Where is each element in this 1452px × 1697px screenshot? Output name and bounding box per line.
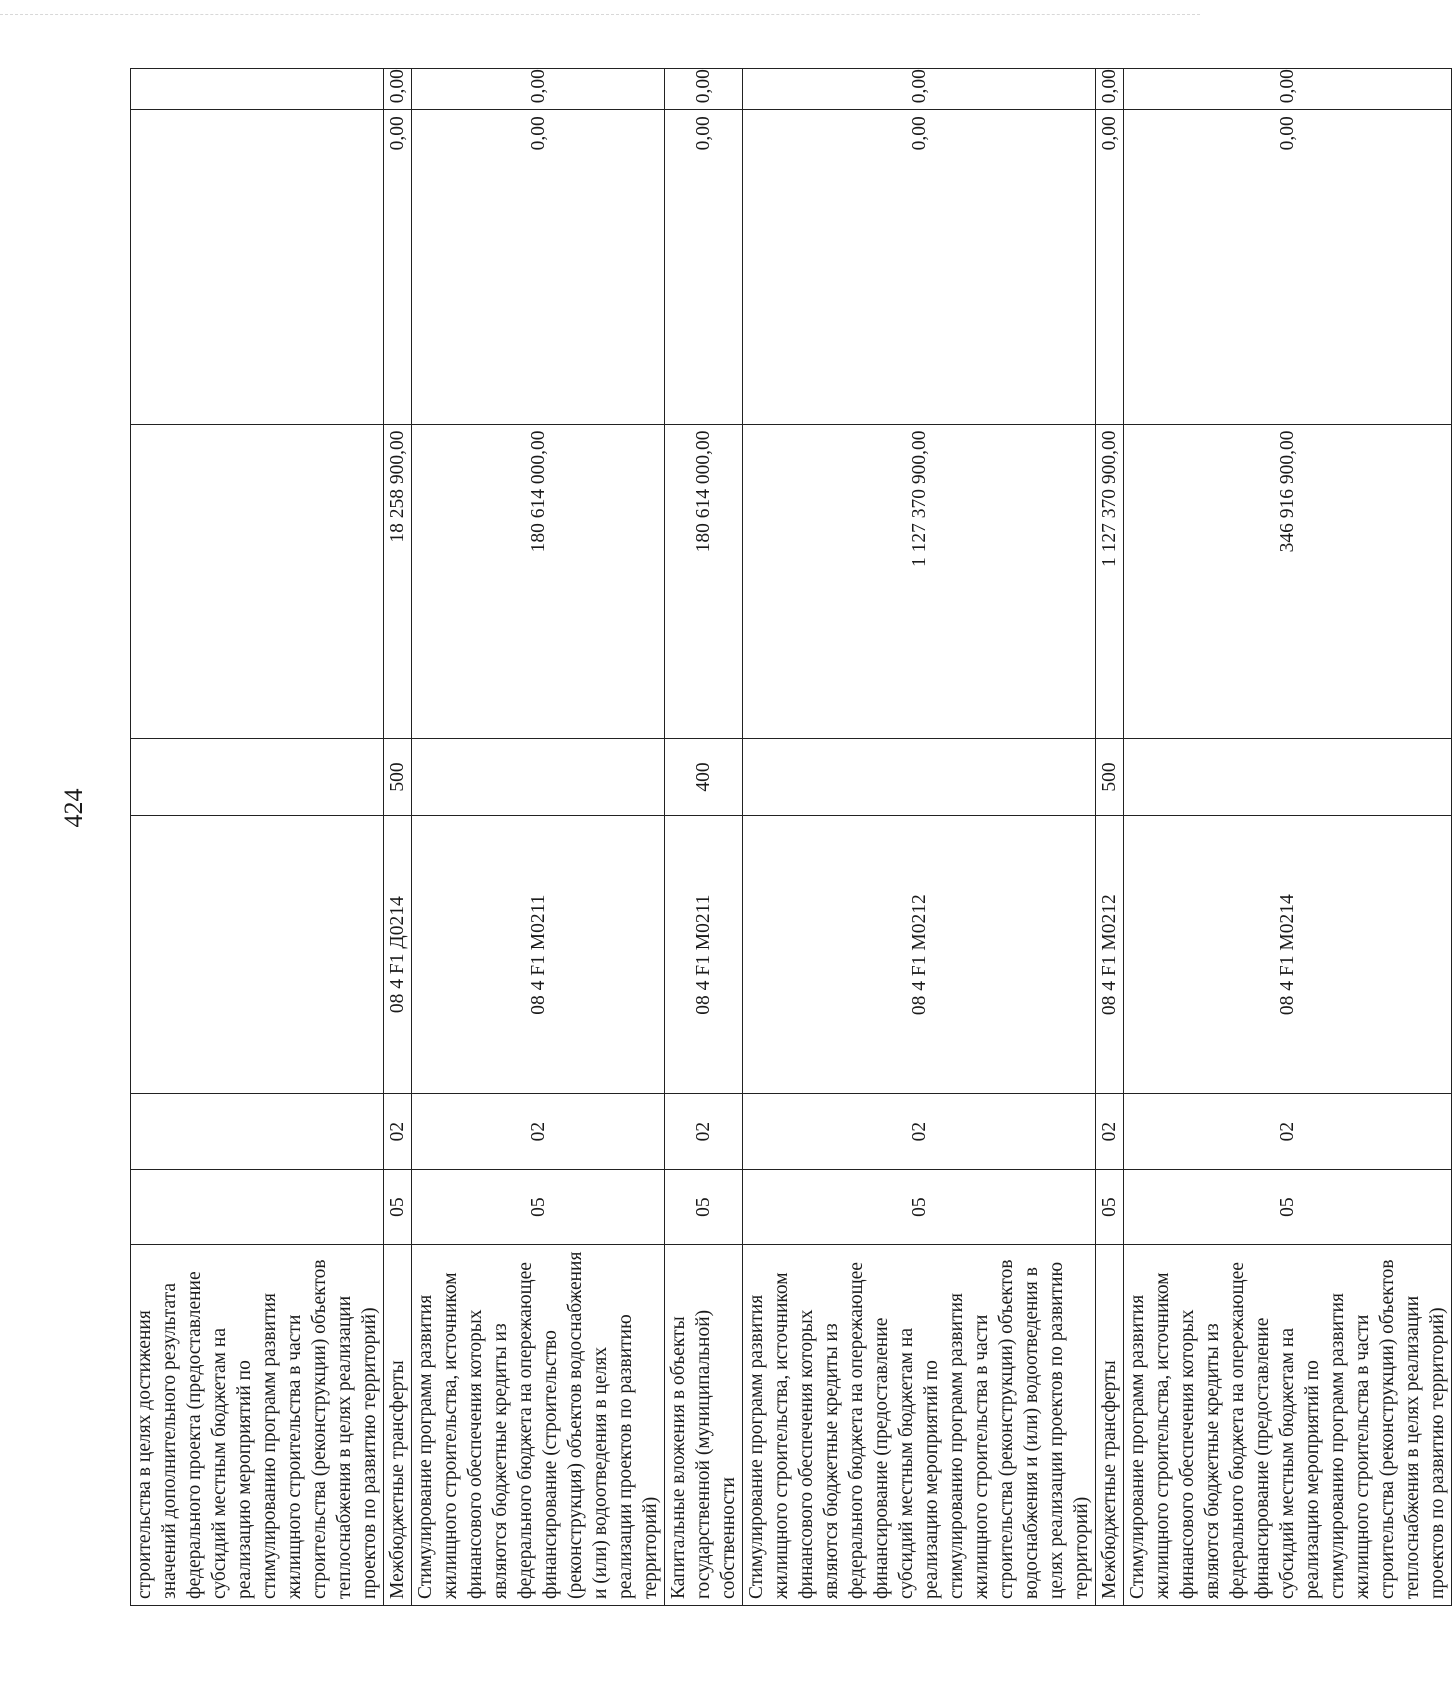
row-amount-1: 18 258 900,00 [384, 424, 412, 738]
rotated-table-container [130, 68, 1448, 1606]
table-row [665, 69, 743, 1606]
row-amount-1: 180 614 000,00 [665, 424, 743, 738]
row-amount-1 [131, 424, 384, 738]
row-amount-2: 0,00 [1096, 110, 1124, 424]
row-subsection [131, 1094, 384, 1170]
row-subsection: 02 [384, 1094, 412, 1170]
row-expense-type: 400 [665, 738, 743, 815]
row-amount-3: 0,00 [743, 69, 1096, 110]
table-row [412, 69, 665, 1606]
row-amount-3: 0,00 [665, 69, 743, 110]
table-row [384, 69, 412, 1606]
scan-top-edge [0, 0, 1200, 15]
table-row [743, 69, 1096, 1606]
row-expense-type [131, 738, 384, 815]
table-row [1124, 69, 1452, 1606]
row-target-article: 08 4 F1 Д0214 [384, 816, 412, 1094]
row-expense-type [412, 738, 665, 815]
row-expense-type: 500 [1096, 738, 1124, 815]
row-amount-2: 0,00 [1124, 110, 1452, 424]
row-section [131, 1169, 384, 1245]
row-amount-3: 0,00 [1124, 69, 1452, 110]
row-section: 05 [665, 1169, 743, 1245]
row-amount-1: 1 127 370 900,00 [1096, 424, 1124, 738]
row-description: Межбюджетные трансферты [384, 1245, 412, 1606]
row-section: 05 [1096, 1169, 1124, 1245]
row-section: 05 [1124, 1169, 1452, 1245]
row-amount-3: 0,00 [1096, 69, 1124, 110]
row-expense-type [743, 738, 1096, 815]
row-amount-3 [131, 69, 384, 110]
row-amount-1: 1 127 370 900,00 [743, 424, 1096, 738]
page-number: 424 [59, 788, 88, 828]
row-section: 05 [743, 1169, 1096, 1245]
row-amount-3: 0,00 [412, 69, 665, 110]
row-description: Межбюджетные трансферты [1096, 1245, 1124, 1606]
budget-table [130, 68, 1452, 1606]
row-target-article: 08 4 F1 M0212 [743, 816, 1096, 1094]
row-amount-3: 0,00 [384, 69, 412, 110]
row-section: 05 [384, 1169, 412, 1245]
row-section: 05 [412, 1169, 665, 1245]
row-description: Стимулирование программ развития жилищного строительства, источником финансового обеспечения которых являются бюджетные кредиты из федерального бюджета на опережающее финансирование (предоставление субсидий местным бюджетам на реализацию мероприятий по стимулированию программ развития жилищного строительства в части строительства (реконструкции) объектов теплоснабжения в целях реализации проектов по развитию территорий) [1124, 1245, 1452, 1606]
row-expense-type [1124, 738, 1452, 815]
row-subsection: 02 [412, 1094, 665, 1170]
row-target-article: 08 4 F1 M0214 [1124, 816, 1452, 1094]
row-amount-1: 346 916 900,00 [1124, 424, 1452, 738]
row-target-article: 08 4 F1 M0211 [665, 816, 743, 1094]
row-subsection: 02 [1096, 1094, 1124, 1170]
row-amount-1: 180 614 000,00 [412, 424, 665, 738]
row-amount-2: 0,00 [743, 110, 1096, 424]
table-row [131, 69, 384, 1606]
row-description: Стимулирование программ развития жилищного строительства, источником финансового обеспечения которых являются бюджетные кредиты из федерального бюджета на опережающее финансирование (предоставление субсидий местным бюджетам на реализацию мероприятий по стимулированию программ развития жилищного строительства в части строительства (реконструкции) объектов водоснабжения и (или) водоотведения в целях реализации проектов по развитию территорий) [743, 1245, 1096, 1606]
row-description: Капитальные вложения в объекты государственной (муниципальной) собственности [665, 1245, 743, 1606]
row-subsection: 02 [743, 1094, 1096, 1170]
row-description: строительства в целях достижения значений дополнительного результата федерального проекта (предоставление субсидий местным бюджетам на реализацию мероприятий по стимулированию программ развития жилищного строительства в части строительства (реконструкции) объектов теплоснабжения в целях реализации проектов по развитию территорий) [131, 1245, 384, 1606]
row-amount-2 [131, 110, 384, 424]
row-expense-type: 500 [384, 738, 412, 815]
row-target-article: 08 4 F1 M0211 [412, 816, 665, 1094]
row-target-article [131, 816, 384, 1094]
table-row [1096, 69, 1124, 1606]
row-subsection: 02 [1124, 1094, 1452, 1170]
row-target-article: 08 4 F1 M0212 [1096, 816, 1124, 1094]
row-amount-2: 0,00 [665, 110, 743, 424]
row-amount-2: 0,00 [412, 110, 665, 424]
row-description: Стимулирование программ развития жилищного строительства, источником финансового обеспечения которых являются бюджетные кредиты из федерального бюджета на опережающее финансирование (строительство (реконструкция) объектов водоснабжения и (или) водоотведения в целях реализации проектов по развитию территорий) [412, 1245, 665, 1606]
row-subsection: 02 [665, 1094, 743, 1170]
row-amount-2: 0,00 [384, 110, 412, 424]
